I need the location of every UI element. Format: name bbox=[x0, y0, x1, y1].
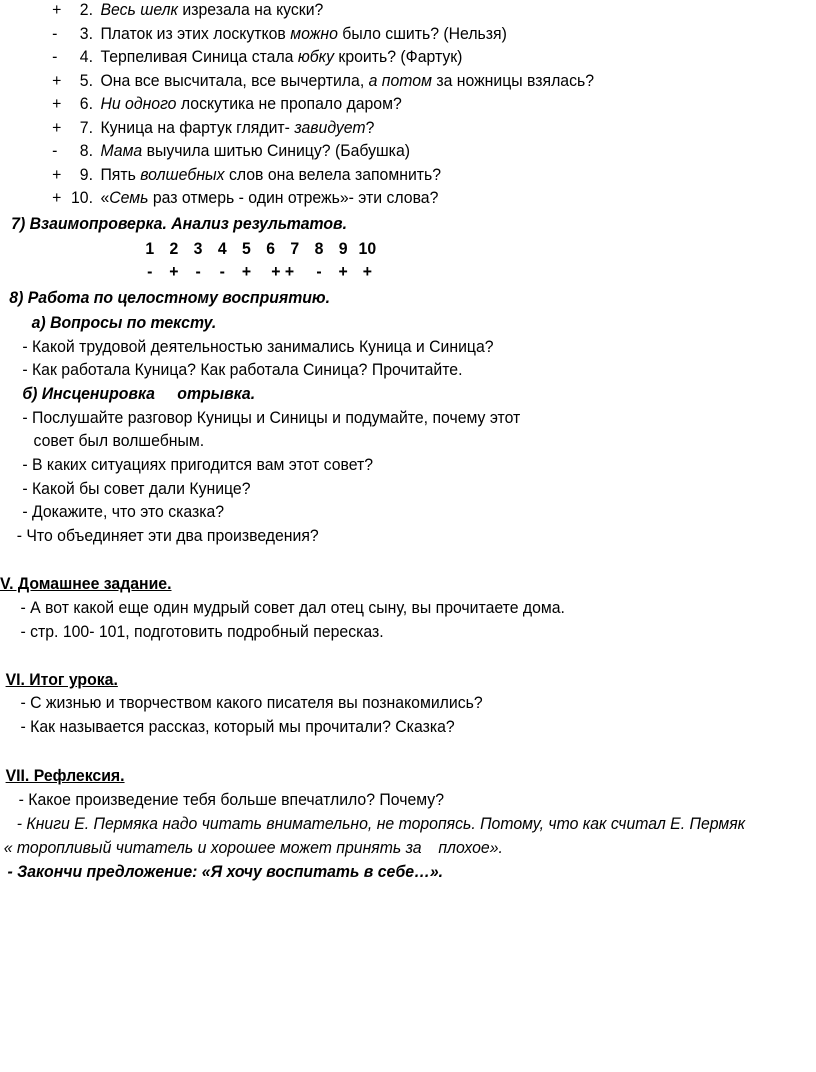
quiz-text: ? bbox=[365, 117, 375, 137]
quote-part1: « торопливый читатель и хорошее может принять за bbox=[3, 838, 422, 857]
quiz-item bbox=[52, 71, 594, 91]
quiz-text: Куница на фартук глядит- bbox=[100, 117, 295, 137]
answer-sign: + + bbox=[271, 262, 295, 281]
answer-sign: + bbox=[362, 262, 372, 281]
quiz-text: волшебных bbox=[140, 164, 225, 184]
text-line: - стр. 100- 101, подготовить подробный пересказ. bbox=[20, 622, 384, 641]
quiz-item bbox=[52, 0, 323, 20]
quiz-number: 8. bbox=[79, 141, 93, 160]
answer-sign: - bbox=[147, 262, 153, 281]
quiz-number: 9. bbox=[79, 164, 93, 184]
quiz-item bbox=[52, 94, 402, 114]
text-line: - Докажите, что это сказка? bbox=[22, 502, 225, 521]
answer-sign: + bbox=[338, 262, 348, 281]
text-line: - Как работала Куница? Как работала Синица? Прочитайте. bbox=[22, 360, 463, 379]
quiz-item bbox=[52, 165, 441, 185]
quiz-sign: + bbox=[52, 188, 62, 207]
text-line: - С жизнью и творчеством какого писателя вы познакомились? bbox=[20, 693, 483, 712]
answer-numbers-row bbox=[138, 239, 380, 259]
quiz-text: Платок из этих лоскутков bbox=[100, 23, 291, 43]
quiz-sign: + bbox=[52, 164, 62, 184]
quiz-text: Весь шелк bbox=[100, 0, 178, 19]
quote-part2: плохое». bbox=[438, 838, 503, 857]
quiz-item bbox=[52, 118, 374, 138]
quiz-text: за ножницы взялась? bbox=[431, 70, 595, 90]
quiz-sign: + bbox=[52, 94, 62, 113]
subsection-a-title: а) Вопросы по тексту. bbox=[31, 313, 217, 332]
answer-number: 5 bbox=[242, 239, 251, 258]
text-line: - Послушайте разговор Куницы и Синицы и подумайте, почему этот bbox=[22, 408, 521, 427]
quiz-item bbox=[52, 188, 438, 208]
quiz-item bbox=[52, 24, 507, 44]
quiz-sign: - bbox=[52, 47, 58, 66]
text-line: - Какое произведение тебя больше впечатлило? Почему? bbox=[18, 790, 444, 809]
quiz-text: Пять bbox=[100, 164, 141, 184]
quiz-text: изрезала на куски? bbox=[177, 0, 324, 19]
quiz-item bbox=[52, 47, 462, 67]
quiz-sign: - bbox=[52, 141, 58, 160]
answer-number: 2 bbox=[169, 239, 179, 258]
answer-number: 7 bbox=[290, 239, 300, 258]
answer-sign: + bbox=[241, 262, 252, 281]
answer-number: 1 bbox=[145, 239, 155, 258]
text-line: - Книги Е. Пермяка надо читать внимательно, не торопясь. Потому, что как считал Е. Пермяк bbox=[16, 814, 746, 833]
subsection-b-part2: отрывка. bbox=[177, 384, 256, 403]
quiz-text: а потом bbox=[368, 70, 432, 90]
answer-number: 6 bbox=[266, 239, 276, 258]
quiz-number: 6. bbox=[79, 94, 93, 113]
quiz-sign: - bbox=[52, 23, 58, 43]
quiz-text: раз отмерь - один отрежь»- эти слова? bbox=[148, 188, 439, 207]
answer-sign: - bbox=[195, 262, 201, 281]
answer-number: 9 bbox=[338, 239, 348, 258]
quiz-number: 2. bbox=[79, 0, 93, 19]
section7-title: 7) Взаимопроверка. Анализ результатов. bbox=[11, 214, 348, 233]
quiz-sign: + bbox=[52, 117, 62, 137]
text-line: совет был волшебным. bbox=[33, 431, 205, 450]
answer-number: 3 bbox=[193, 239, 203, 258]
section8-title: 8) Работа по целостному восприятию. bbox=[9, 288, 330, 307]
quiz-text: слов она велела запомнить? bbox=[224, 164, 442, 184]
reflection-title: VII. Рефлексия. bbox=[5, 766, 125, 785]
answer-number: 4 bbox=[217, 239, 227, 258]
quiz-text: Терпеливая Синица стала bbox=[100, 47, 298, 66]
quiz-number: 4. bbox=[79, 47, 93, 66]
quiz-text: юбку bbox=[297, 47, 335, 66]
text-line: - Какой бы совет дали Кунице? bbox=[22, 479, 251, 498]
quiz-text: « bbox=[100, 188, 110, 207]
subsection-b-part1: б) Инсценировка bbox=[22, 384, 155, 403]
quiz-text: можно bbox=[290, 23, 338, 43]
answer-number: 10 bbox=[358, 239, 377, 258]
quiz-number: 7. bbox=[79, 117, 93, 137]
quiz-text: кроить? (Фартук) bbox=[334, 47, 463, 66]
text-line: - Какой трудовой деятельностью занимались Куница и Синица? bbox=[22, 337, 494, 356]
answer-sign: - bbox=[219, 262, 225, 281]
answer-sign: + bbox=[169, 262, 179, 281]
subsection-b-title bbox=[22, 384, 255, 404]
quiz-text: Мама bbox=[100, 141, 143, 160]
quiz-text: выучила шитью Синицу? (Бабушка) bbox=[142, 141, 411, 160]
quiz-text: завидует bbox=[294, 117, 366, 137]
summary-title: VI. Итог урока. bbox=[5, 670, 118, 689]
homework-title: V. Домашнее задание. bbox=[0, 574, 172, 593]
quote-line bbox=[4, 838, 503, 858]
quiz-text: Она все высчитала, все вычертила, bbox=[100, 70, 369, 90]
answer-number: 8 bbox=[314, 239, 324, 258]
quiz-sign: + bbox=[52, 0, 62, 19]
text-line: - А вот какой еще один мудрый совет дал отец сыну, вы прочитаете дома. bbox=[20, 598, 565, 617]
quiz-number: 3. bbox=[79, 23, 93, 43]
quiz-text: Семь bbox=[109, 188, 149, 207]
quiz-text: Ни одного bbox=[100, 94, 177, 113]
text-line: - Что объединяет эти два произведения? bbox=[16, 526, 319, 545]
quiz-text: лоскутика не пропало даром? bbox=[176, 94, 402, 113]
answer-signs-row bbox=[138, 262, 380, 282]
quiz-text: было сшить? (Нельзя) bbox=[337, 23, 507, 43]
quiz-item bbox=[52, 141, 410, 161]
answer-sign: - bbox=[316, 262, 322, 281]
quiz-sign: + bbox=[52, 70, 62, 90]
quiz-number: 5. bbox=[79, 70, 93, 90]
text-line: - Как называется рассказ, который мы прочитали? Сказка? bbox=[20, 717, 455, 736]
text-line: - В каких ситуациях пригодится вам этот совет? bbox=[22, 455, 374, 474]
finish-sentence-line: - Закончи предложение: «Я хочу воспитать в себе…». bbox=[7, 862, 444, 881]
quiz-number: 10. bbox=[71, 188, 93, 207]
